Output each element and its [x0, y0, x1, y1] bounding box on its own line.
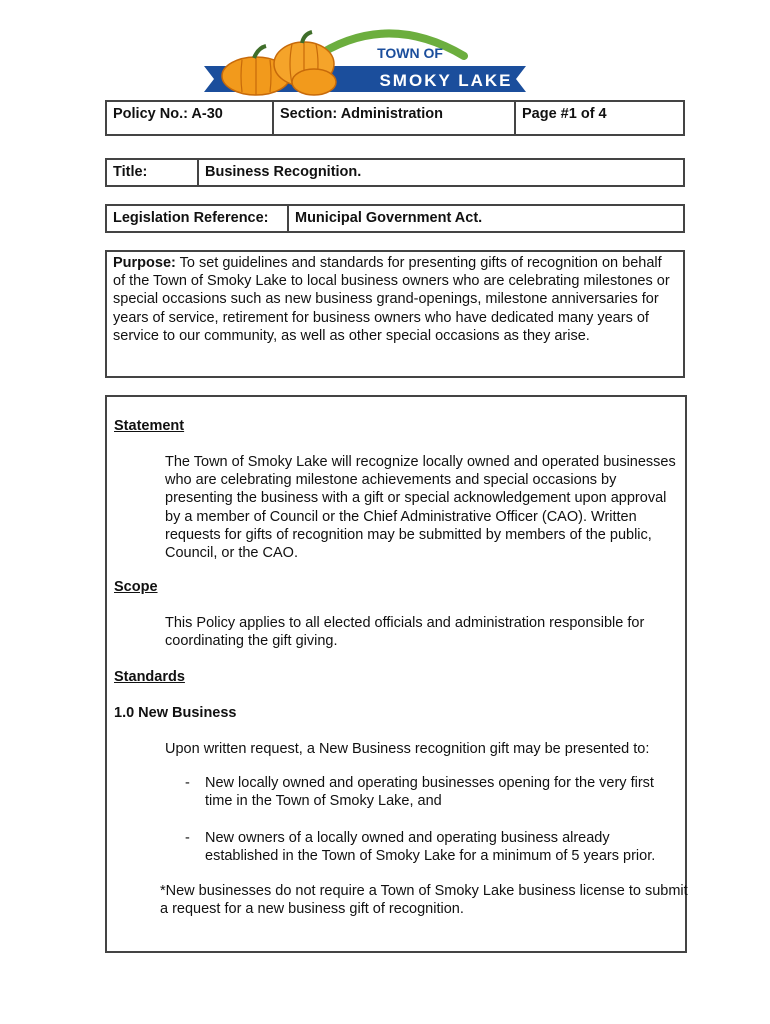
logo-line-1: TOWN OF	[377, 45, 443, 61]
license-note: *New businesses do not require a Town of Smoky Lake business license to submit a request for a new business gift of recognition.	[160, 883, 688, 918]
standards-heading: Standards	[114, 669, 185, 685]
statement-heading: Statement	[114, 418, 185, 434]
scope-heading: Scope	[114, 579, 158, 595]
policy-number: Policy No.: A-30	[113, 106, 223, 122]
policy-title: Business Recognition.	[205, 164, 362, 180]
list-item: - New owners of a locally owned and operating business already established in the Town of Smoky Lake for a minimum of 5 years prior.	[185, 830, 656, 865]
new-business-heading: 1.0 New Business	[114, 705, 237, 721]
policy-header-table	[105, 100, 685, 136]
statement-text: The Town of Smoky Lake will recognize locally owned and operated businesses who are celebrating milestone achievements and special occasions by presenting the business with a gift or special acknowledgement upon approval by a member of Council or the Chief Administrative Officer (CAO). Written requests for gifts of recognition may be submitted by members of the public, Council, or the CAO.	[165, 454, 676, 562]
purpose-label: Purpose:	[113, 255, 176, 271]
list-item-text: New locally owned and operating businesses opening for the very first time in the Town of Smoky Lake, and	[205, 775, 654, 810]
purpose-paragraph	[107, 252, 683, 347]
purpose-text: To set guidelines and standards for presenting gifts of recognition on behalf of the Town of Smoky Lake to local business owners who are celebrating milestones or special occasions such as new business grand-openings, milestone anniversaries for years of service, retirement for business owners who have dedicated many years of service to our community, as well as other special occasions as they arise.	[113, 255, 670, 344]
logo-line-2: SMOKY LAKE	[379, 71, 513, 90]
legislation-table	[105, 204, 685, 233]
policy-section: Section: Administration	[280, 106, 443, 122]
page-number: Page #1 of 4	[522, 106, 607, 122]
town-logo	[196, 24, 536, 100]
purpose-box	[105, 250, 685, 378]
title-label: Title:	[113, 164, 148, 180]
scope-text: This Policy applies to all elected officials and administration responsible for coordinating the gift giving.	[165, 615, 645, 650]
legislation-value: Municipal Government Act.	[295, 210, 483, 226]
legislation-label: Legislation Reference:	[113, 210, 269, 226]
new-business-intro: Upon written request, a New Business recognition gift may be presented to:	[165, 741, 650, 757]
list-item-text: New owners of a locally owned and operating business already established in the Town of Smoky Lake for a minimum of 5 years prior.	[205, 830, 656, 865]
list-item: - New locally owned and operating businesses opening for the very first time in the Town of Smoky Lake, and	[185, 775, 654, 810]
title-table	[105, 158, 685, 187]
policy-body-box	[105, 395, 687, 953]
pumpkin-logo-graphic	[196, 24, 536, 100]
